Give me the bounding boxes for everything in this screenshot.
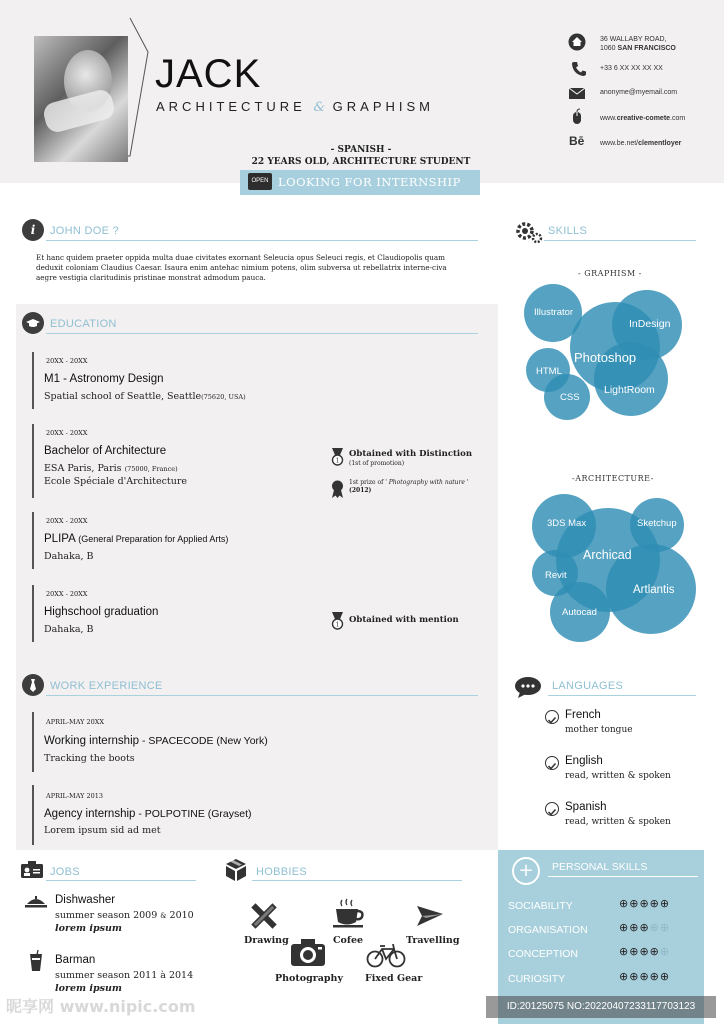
skill-label: Archicad	[583, 548, 632, 562]
education-degree: M1 - Astronomy Design	[44, 373, 164, 385]
personal-skill-label: CURIOSITY	[508, 973, 566, 985]
phone-number: +33 6 XX XX XX XX	[600, 65, 663, 72]
skill-label: Artlantis	[633, 584, 675, 596]
speech-bubble-icon	[514, 676, 542, 698]
subtitle-part1: ARCHITECTURE	[156, 99, 306, 114]
rating-dot-filled: ⊕	[629, 970, 640, 983]
entry-bar	[32, 585, 34, 642]
education-divider	[46, 333, 478, 334]
job-note: lorem ipsum	[55, 923, 122, 934]
rating-dot-filled: ⊕	[649, 897, 660, 910]
rating-dot-filled: ⊕	[629, 921, 640, 934]
package-box-icon	[224, 858, 248, 882]
candidate-subtitle	[156, 99, 434, 115]
entry-bar	[32, 352, 34, 409]
entry-bar	[32, 712, 34, 772]
skill-label: HTML	[536, 366, 562, 377]
personal-skill-rating	[619, 945, 670, 958]
rating-dot-empty: ⊕	[649, 921, 660, 934]
about-divider	[46, 240, 478, 241]
subtitle-part2: GRAPHISM	[332, 99, 435, 114]
profile-photo	[34, 36, 128, 162]
work-date: APRIL-MAY 2013	[46, 792, 104, 800]
rating-dot-filled: ⊕	[639, 897, 650, 910]
personal-skill-label: CONCEPTION	[508, 948, 579, 960]
jobs-title: JOBS	[50, 866, 80, 878]
work-title: WORK EXPERIENCE	[50, 680, 163, 692]
graphism-bubble-cluster	[518, 282, 698, 422]
home-icon	[568, 33, 586, 51]
architecture-bubble-cluster	[526, 490, 701, 640]
entry-bar	[32, 512, 34, 569]
camera-icon	[290, 938, 326, 968]
entry-bar	[32, 424, 34, 498]
job-title: Dishwasher	[55, 894, 116, 906]
work-date: APRIL-MAY 20XX	[46, 718, 105, 726]
rating-dot-filled: ⊕	[649, 945, 660, 958]
skill-label: CSS	[560, 392, 580, 403]
age-status: 22 YEARS OLD, ARCHITECTURE STUDENT	[251, 157, 471, 167]
check-icon	[545, 710, 559, 724]
paper-plane-icon	[416, 904, 444, 928]
gears-icon	[514, 219, 544, 245]
open-sign-icon: OPEN	[248, 173, 272, 190]
work-description: Tracking the boots	[44, 753, 135, 764]
skill-label: Revit	[545, 570, 567, 581]
rating-dot-filled: ⊕	[659, 897, 671, 910]
education-date: 20XX - 20XX	[46, 429, 88, 437]
rating-dot-filled: ⊕	[639, 921, 650, 934]
check-icon	[545, 802, 559, 816]
education-date: 20XX - 20XX	[46, 590, 88, 598]
hobby-label: Drawing	[244, 935, 289, 946]
language-level: mother tongue	[565, 725, 633, 735]
job-period: summer season 2011 à 2014	[55, 970, 194, 981]
education-degree: Highschool graduation	[44, 606, 159, 618]
languages-divider	[548, 695, 696, 696]
id-card-icon	[20, 861, 44, 879]
education-degree: PLIPA (General Preparation for Applied Arts)	[44, 533, 229, 545]
watermark-id: ID:20125075 NO:20220407233117703123	[486, 996, 716, 1018]
ribbon-award-icon	[331, 480, 344, 498]
email-address[interactable]: anonyme@myemail.com	[600, 89, 678, 96]
rating-dot-filled: ⊕	[639, 945, 650, 958]
education-school: Spatial school of Seattle, Seattle(75620, USA)	[44, 391, 246, 402]
behance-link[interactable]: www.be.net/clementloyer	[600, 140, 682, 147]
award-mention: Obtained with mention	[349, 615, 459, 625]
education-degree: Bachelor of Architecture	[44, 445, 167, 457]
work-description: Lorem ipsum sid ad met	[44, 825, 161, 836]
job-period: summer season 2009 & 2010	[55, 910, 194, 921]
rating-dot-filled: ⊕	[619, 897, 630, 910]
internship-text: LOOKING FOR INTERNSHIP	[278, 175, 461, 189]
language-level: read, written & spoken	[565, 817, 671, 827]
architecture-label: -ARCHITECTURE-	[572, 474, 654, 483]
hobby-label: Cofee	[333, 935, 364, 946]
hobby-label: Fixed Gear	[365, 973, 423, 984]
education-school: Dahaka, B	[44, 624, 94, 635]
skill-label: Photoshop	[574, 350, 637, 365]
education-date: 20XX - 20XX	[46, 357, 88, 365]
mouse-icon	[568, 108, 586, 126]
skill-label: InDesign	[629, 318, 671, 330]
hobbies-title: HOBBIES	[256, 866, 308, 878]
graphism-label: - GRAPHISM -	[578, 269, 642, 278]
skills-title: SKILLS	[548, 225, 588, 237]
rating-dot-filled: ⊕	[619, 970, 630, 983]
svg-text:1: 1	[335, 457, 340, 465]
language-level: read, written & spoken	[565, 771, 671, 781]
medal-icon	[331, 448, 344, 466]
language-name: French	[565, 709, 601, 721]
watermark-left: 昵享网 www.nipic.com	[6, 997, 196, 1016]
hobby-label: Photography	[275, 973, 343, 984]
address-line1: 36 WALLABY ROAD,	[600, 36, 667, 43]
behance-icon: Bē	[569, 134, 585, 148]
address	[600, 35, 676, 53]
personal-skills-divider	[548, 876, 698, 877]
rating-dot-filled: ⊕	[629, 945, 640, 958]
rating-dot-empty: ⊕	[659, 945, 671, 958]
rating-dot-filled: ⊕	[659, 970, 671, 983]
personal-skills-title: PERSONAL SKILLS	[552, 861, 648, 873]
personal-skill-label: ORGANISATION	[508, 924, 588, 936]
education-date: 20XX - 20XX	[46, 517, 88, 525]
plus-circle-icon: +	[512, 857, 540, 885]
nationality: - SPANISH -	[330, 145, 392, 155]
hobby-label: Travelling	[406, 935, 460, 946]
rating-dot-filled: ⊕	[639, 970, 650, 983]
candidate-name: JACK	[155, 52, 262, 96]
about-title: JOHN DOE ?	[50, 225, 120, 237]
subtitle-amp: &	[313, 100, 326, 115]
hobbies-divider	[252, 880, 462, 881]
education-school: ESA Paris, Paris (75000, France)	[44, 463, 178, 474]
address-line2: 1060 SAN FRANCISCO	[600, 45, 676, 52]
info-icon: i	[22, 219, 44, 241]
website[interactable]: www.creative-comete.com	[600, 115, 686, 122]
work-role: Agency internship - POLPOTINE (Grayset)	[44, 808, 252, 820]
award-distinction-note: (1st of promotion)	[349, 460, 405, 467]
drink-glass-icon	[28, 950, 44, 972]
language-name: Spanish	[565, 801, 607, 813]
personal-skill-rating	[619, 970, 670, 983]
rating-dot-filled: ⊕	[649, 970, 660, 983]
tie-icon	[22, 674, 44, 696]
personal-skill-label: SOCIABILITY	[508, 900, 573, 912]
rating-dot-empty: ⊕	[659, 921, 671, 934]
job-title: Barman	[55, 954, 96, 966]
language-name: English	[565, 755, 603, 767]
jobs-divider	[46, 880, 196, 881]
job-note: lorem ipsum	[55, 983, 122, 994]
work-role: Working internship - SPACECODE (New York)	[44, 735, 268, 747]
award-photo-prize: 1st prize of ' Photography with nature ' (2012)	[349, 479, 469, 494]
award-distinction: Obtained with Distinction	[349, 449, 473, 459]
check-icon	[545, 756, 559, 770]
graduation-cap-icon	[22, 312, 44, 334]
education-work-panel	[16, 304, 498, 850]
coffee-cup-icon	[332, 898, 368, 930]
skill-label: Sketchup	[637, 518, 677, 529]
entry-bar	[32, 785, 34, 845]
languages-title: LANGUAGES	[552, 680, 624, 692]
work-divider	[46, 695, 478, 696]
bicycle-icon	[366, 942, 406, 968]
skill-label: Autocad	[562, 607, 597, 618]
skills-divider	[544, 240, 696, 241]
education-school: Dahaka, B	[44, 551, 94, 562]
mail-icon	[568, 84, 586, 102]
rating-dot-filled: ⊕	[619, 945, 630, 958]
phone-icon	[570, 60, 588, 78]
personal-skill-rating	[619, 921, 670, 934]
svg-text:1: 1	[335, 621, 340, 629]
education-title: EDUCATION	[50, 318, 117, 330]
personal-skill-rating	[619, 897, 670, 910]
skill-label: LightRoom	[604, 384, 655, 396]
education-school-full: Ecole Spéciale d'Architecture	[44, 476, 188, 487]
medal-icon	[331, 612, 344, 630]
pencil-ruler-icon	[248, 900, 280, 932]
about-text: Et hanc quidem praeter oppida multa duae civitates exornant Seleucia opus Seleuci regis, et Claudiopolis quam deduxit coloniam Claudius Caesar. Isaura enim antehac nimium potens, olim subversa ut rebellatrix interne-civa aegre vestigia claritudinis pristinae monstrat admodum pauca.	[36, 253, 447, 282]
rating-dot-filled: ⊕	[619, 921, 630, 934]
dish-icon	[25, 894, 47, 912]
skill-label: Illustrator	[534, 307, 574, 318]
rating-dot-filled: ⊕	[629, 897, 640, 910]
skill-label: 3DS Max	[547, 518, 587, 529]
